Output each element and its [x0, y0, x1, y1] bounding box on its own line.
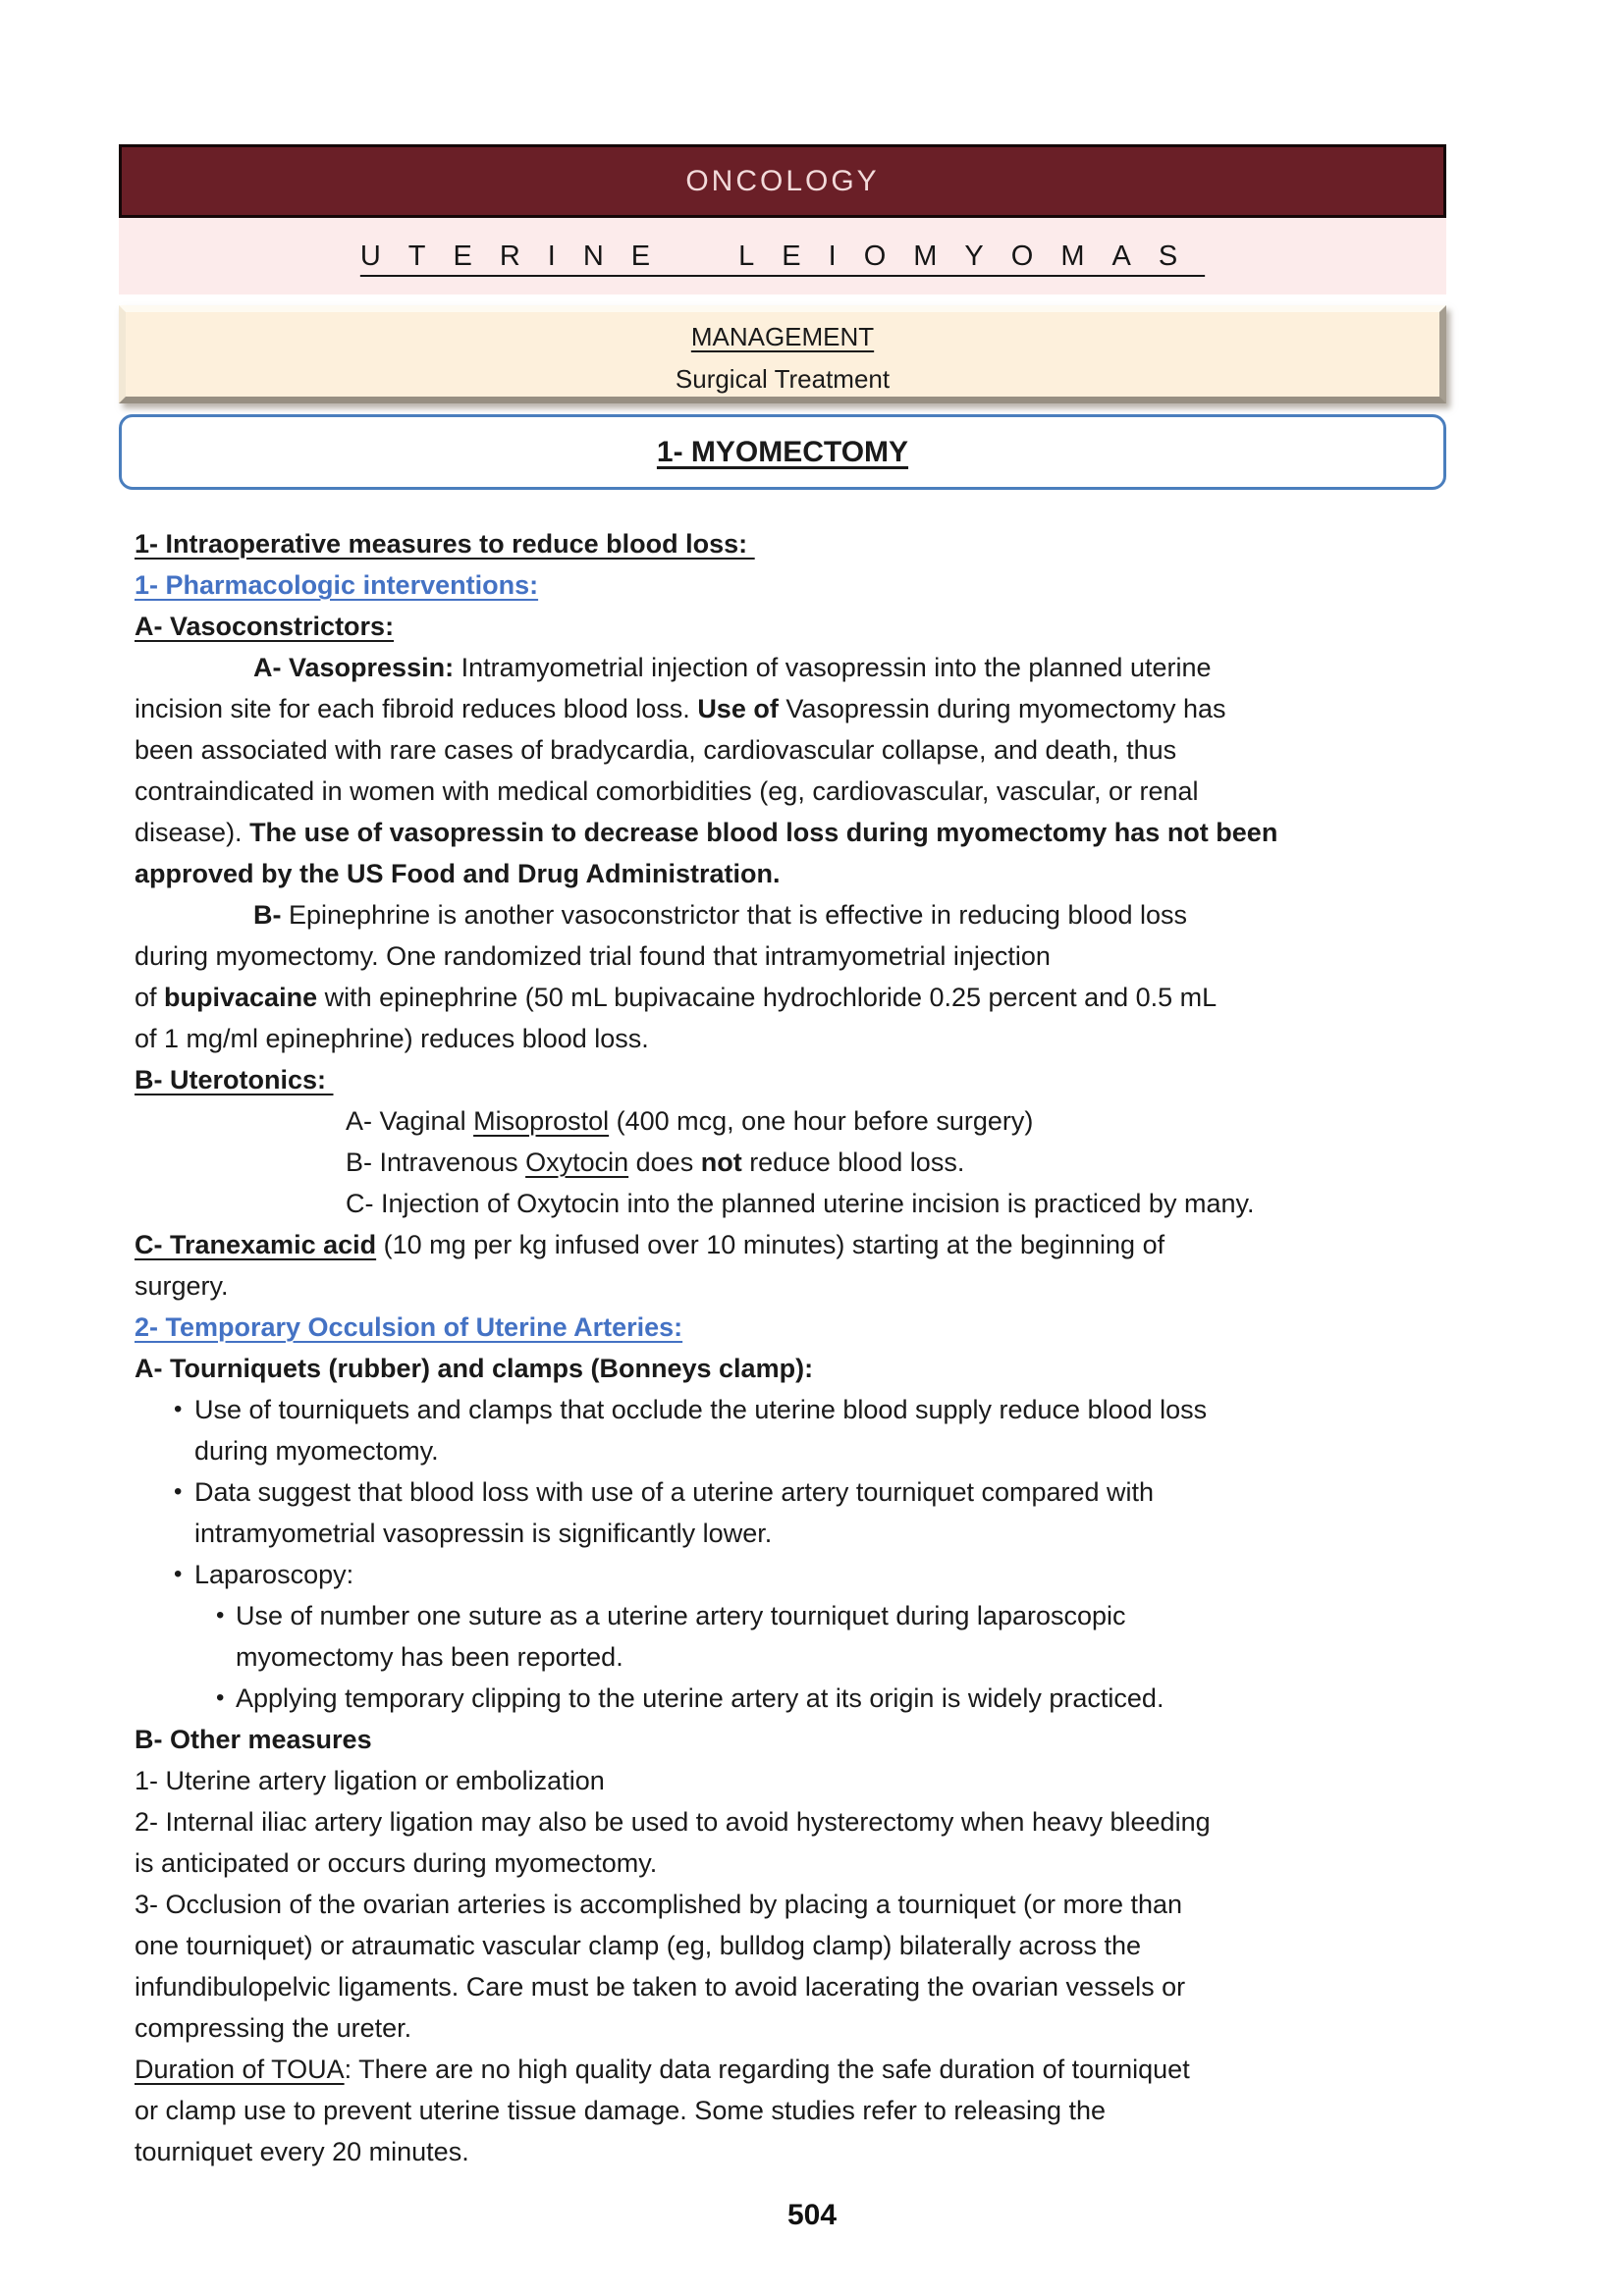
topic-title: UTERINE LEIOMYOMAS: [359, 240, 1206, 272]
body-line: [135, 2131, 1446, 2172]
text-segment: infundibulopelvic ligaments. Care must be taken to avoid lacerating the ovarian vessels or: [135, 1972, 1186, 2002]
body-line: [135, 1636, 1446, 1678]
body-line: [135, 1430, 1446, 1471]
body-text: [135, 523, 1446, 2172]
chapter-header-bar: [119, 144, 1446, 218]
text-segment: Intramyometrial injection of vasopressin into the planned uterine: [460, 653, 1212, 682]
text-segment: incision site for each fibroid reduces blood loss.: [135, 694, 698, 723]
text-segment: A- Vasoconstrictors:: [135, 612, 395, 641]
text-segment: surgery.: [135, 1271, 229, 1301]
text-segment: of 1 mg/ml epinephrine) reduces blood loss.: [135, 1024, 649, 1053]
text-segment: Misoprostol: [473, 1106, 610, 1136]
text-segment: 1- Intraoperative measures to reduce blood loss:: [135, 529, 755, 559]
text-segment: Duration of TOUA: [135, 2055, 345, 2084]
management-box: [119, 305, 1446, 403]
body-line: [135, 1183, 1446, 1224]
text-segment: approved by the US Food and Drug Administration.: [135, 859, 781, 888]
body-line: [135, 1842, 1446, 1884]
header-stack: [119, 144, 1446, 490]
body-line: [135, 688, 1446, 729]
body-line: [135, 935, 1446, 977]
management-heading: MANAGEMENT: [690, 322, 875, 351]
body-line: [135, 853, 1446, 894]
text-segment: during myomectomy. One randomized trial found that intramyometrial injection: [135, 941, 1051, 971]
body-line: [135, 2007, 1446, 2049]
bullet-icon: •: [174, 1478, 183, 1505]
bullet-icon: •: [174, 1561, 183, 1587]
section-box: [119, 414, 1446, 490]
body-line: [135, 564, 1446, 606]
body-line: [135, 523, 1446, 564]
text-segment: 1- Uterine artery ligation or embolization: [135, 1766, 605, 1795]
body-line: [135, 977, 1446, 1018]
text-segment: does: [628, 1148, 701, 1177]
bullet-icon: •: [174, 1396, 183, 1422]
text-segment: Vasopressin during myomectomy has: [785, 694, 1226, 723]
body-line: [135, 1554, 1446, 1595]
text-segment: 1- Pharmacologic interventions:: [135, 570, 539, 600]
body-line: [135, 1801, 1446, 1842]
body-line: [135, 1719, 1446, 1760]
text-segment: A- Tourniquets (rubber) and clamps (Bonneys clamp):: [135, 1354, 814, 1383]
page-number: 504: [786, 2199, 838, 2231]
body-line: [135, 647, 1446, 688]
body-line: [135, 812, 1446, 853]
text-segment: (400 mcg, one hour before surgery): [609, 1106, 1034, 1136]
text-segment: C- Tranexamic acid: [135, 1230, 377, 1259]
text-segment: with epinephrine (50 mL bupivacaine hydrochloride 0.25 percent and 0.5 mL: [317, 983, 1218, 1012]
text-segment: reduce blood loss.: [741, 1148, 965, 1177]
text-segment: disease).: [135, 818, 250, 847]
text-segment: tourniquet every 20 minutes.: [135, 2137, 469, 2166]
body-line: [135, 1884, 1446, 1925]
text-segment: or clamp use to prevent uterine tissue damage. Some studies refer to releasing the: [135, 2096, 1107, 2125]
body-line: [135, 1925, 1446, 1966]
text-segment: (10 mg per kg infused over 10 minutes) starting at the beginning of: [376, 1230, 1165, 1259]
body-line: [135, 1224, 1446, 1265]
text-segment: intramyometrial vasopressin is significantly lower.: [194, 1519, 773, 1548]
body-line: [135, 2090, 1446, 2131]
text-segment: Use of: [697, 694, 786, 723]
text-segment: B- Other measures: [135, 1725, 372, 1754]
text-segment: during myomectomy.: [194, 1436, 439, 1466]
text-segment: Use of tourniquets and clamps that occlude the uterine blood supply reduce blood loss: [194, 1395, 1208, 1424]
text-segment: : There are no high quality data regarding the safe duration of tourniquet: [344, 2055, 1190, 2084]
section-title: 1- MYOMECTOMY: [656, 435, 909, 468]
text-segment: The use of vasopressin to decrease blood loss during myomectomy has not been: [249, 818, 1278, 847]
body-line: [135, 606, 1446, 647]
body-line: [135, 1100, 1446, 1142]
body-line: [135, 1389, 1446, 1430]
body-line: [135, 1059, 1446, 1100]
text-segment: B-: [253, 900, 289, 930]
text-segment: 3- Occlusion of the ovarian arteries is accomplished by placing a tourniquet (or more than: [135, 1890, 1183, 1919]
body-line: [135, 1678, 1446, 1719]
text-segment: Data suggest that blood loss with use of a uterine artery tourniquet compared with: [194, 1477, 1155, 1507]
body-line: [135, 1142, 1446, 1183]
text-segment: 2- Internal iliac artery ligation may also be used to avoid hysterectomy when heavy bleeding: [135, 1807, 1211, 1837]
text-segment: A- Vaginal: [346, 1106, 474, 1136]
body-line: [135, 771, 1446, 812]
text-segment: is anticipated or occurs during myomectomy.: [135, 1848, 658, 1878]
body-line: [135, 729, 1446, 771]
management-subheading: Surgical Treatment: [675, 364, 891, 394]
body-line: [135, 1307, 1446, 1348]
text-segment: compressing the ureter.: [135, 2013, 412, 2043]
text-segment: A- Vasopressin:: [253, 653, 461, 682]
text-segment: contraindicated in women with medical comorbidities (eg, cardiovascular, vascular, or renal: [135, 776, 1199, 806]
text-segment: myomectomy has been reported.: [236, 1642, 623, 1672]
text-segment: Applying temporary clipping to the uterine artery at its origin is widely practiced.: [236, 1683, 1164, 1713]
body-line: [135, 1348, 1446, 1389]
bullet-icon: •: [216, 1684, 225, 1711]
body-line: [135, 1018, 1446, 1059]
body-line: [135, 1513, 1446, 1554]
text-segment: Use of number one suture as a uterine artery tourniquet during laparoscopic: [236, 1601, 1126, 1630]
body-line: [135, 894, 1446, 935]
text-segment: been associated with rare cases of bradycardia, cardiovascular collapse, and death, thus: [135, 735, 1177, 765]
text-segment: Epinephrine is another vasoconstrictor that is effective in reducing blood loss: [289, 900, 1188, 930]
text-segment: bupivacaine: [164, 983, 318, 1012]
body-line: [135, 1966, 1446, 2007]
text-segment: B- Intravenous: [346, 1148, 526, 1177]
body-line: [135, 1265, 1446, 1307]
topic-title-band: [119, 218, 1446, 294]
text-segment: Laparoscopy:: [194, 1560, 354, 1589]
body-line: [135, 1595, 1446, 1636]
text-segment: Oxytocin: [525, 1148, 629, 1177]
body-line: [135, 1471, 1446, 1513]
text-segment: not: [700, 1148, 742, 1177]
text-segment: one tourniquet) or atraumatic vascular clamp (eg, bulldog clamp) bilaterally across the: [135, 1931, 1141, 1960]
text-segment: 2- Temporary Occulsion of Uterine Arteries:: [135, 1312, 683, 1342]
bullet-icon: •: [216, 1602, 225, 1629]
text-segment: C- Injection of Oxytocin into the planned uterine incision is practiced by many.: [346, 1189, 1255, 1218]
body-line: [135, 1760, 1446, 1801]
body-line: [135, 2049, 1446, 2090]
text-segment: of: [135, 983, 165, 1012]
chapter-title: ONCOLOGY: [685, 164, 880, 197]
text-segment: B- Uterotonics:: [135, 1065, 334, 1095]
